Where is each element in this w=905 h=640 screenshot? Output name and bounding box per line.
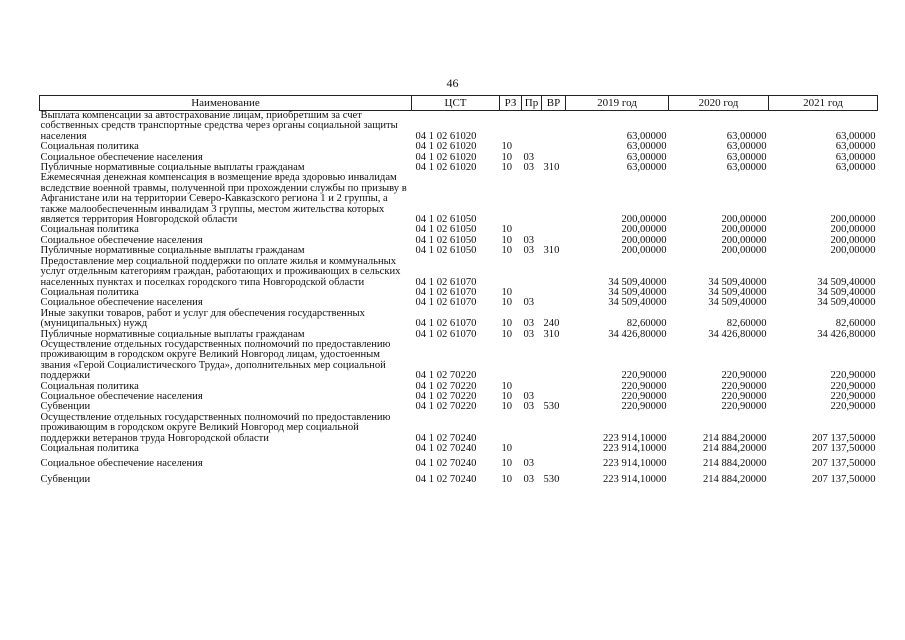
header-2019: 2019 год	[566, 96, 669, 111]
row-rz: 10	[501, 443, 513, 454]
row-rz: 10	[501, 245, 513, 257]
row-name: Выплата компенсации за автострахование лицам, приобретшим за счет собственных средств транспортные средства через органы социальной защиты населения	[40, 110, 398, 142]
row-value-2020: 34 509,40000	[708, 276, 767, 288]
row-value-2020: 220,90000	[721, 401, 767, 413]
row-rz: 10	[501, 401, 513, 413]
row-name: Социальное обеспечение населения	[40, 390, 203, 402]
row-cst: 04 1 02 70220	[415, 401, 477, 413]
row-pr	[522, 340, 542, 382]
row-rz: 10	[501, 380, 513, 392]
row-rz: 10	[501, 328, 513, 340]
row-rz: 10	[501, 151, 513, 163]
row-rz: 10	[501, 224, 513, 236]
row-value-2021: 220,90000	[830, 380, 876, 392]
row-value-2019: 200,00000	[621, 234, 667, 246]
row-cst: 04 1 02 61070	[415, 328, 477, 340]
header-pr: Пр	[522, 96, 542, 111]
table-row	[40, 309, 878, 330]
row-vr: 530	[543, 473, 560, 485]
table-row	[40, 470, 878, 485]
row-value-2019: 200,00000	[621, 245, 667, 257]
row-cst: 04 1 02 61070	[415, 318, 477, 330]
row-vr	[542, 173, 566, 225]
row-vr	[542, 454, 566, 469]
table-row	[40, 111, 878, 143]
row-cst: 04 1 02 61050	[415, 214, 477, 226]
row-name: Осуществление отдельных государственных полномочий по предоставлению проживающим в городском округе Великий Новгород лицам, удостоенным звания «Герой Социалистического Труда», дополнительных мер социальной поддержки	[40, 338, 391, 382]
row-cst: 04 1 02 70220	[415, 380, 477, 392]
row-value-2019: 34 426,80000	[608, 328, 667, 340]
row-vr	[542, 413, 566, 444]
row-value-2021: 63,00000	[835, 151, 876, 163]
row-value-2021: 200,00000	[830, 234, 876, 246]
row-vr	[542, 298, 566, 308]
row-rz	[500, 413, 522, 444]
row-pr: 03	[523, 318, 535, 330]
row-cst: 04 1 02 70240	[415, 432, 477, 444]
row-rz: 10	[501, 318, 513, 330]
row-value-2021: 82,60000	[835, 318, 876, 330]
row-value-2021: 207 137,50000	[811, 443, 876, 454]
row-cst: 04 1 02 61050	[415, 224, 477, 236]
row-value-2021: 200,00000	[830, 214, 876, 226]
row-vr: 310	[543, 162, 560, 174]
row-value-2020: 82,60000	[726, 318, 767, 330]
page-number: 46	[446, 76, 459, 90]
table-header	[40, 96, 878, 111]
table-row	[40, 454, 878, 469]
table-row	[40, 444, 878, 454]
row-value-2020: 200,00000	[721, 214, 767, 226]
row-pr: 03	[523, 245, 535, 257]
row-cst: 04 1 02 61050	[415, 234, 477, 246]
row-value-2019: 200,00000	[621, 214, 667, 226]
row-vr	[542, 288, 566, 298]
row-rz: 10	[501, 458, 513, 470]
row-value-2021: 63,00000	[835, 141, 876, 153]
row-name: Публичные нормативные социальные выплаты гражданам	[40, 162, 305, 174]
row-value-2020: 34 509,40000	[708, 297, 767, 309]
row-cst: 04 1 02 61020	[415, 162, 477, 174]
row-vr	[542, 142, 566, 152]
row-vr	[542, 225, 566, 235]
row-value-2020: 200,00000	[721, 224, 767, 236]
table-row	[40, 257, 878, 288]
row-name: Публичные нормативные социальные выплаты гражданам	[40, 328, 305, 340]
row-cst: 04 1 02 70240	[415, 458, 477, 470]
row-name: Социальная политика	[40, 141, 139, 153]
row-pr: 03	[523, 390, 535, 402]
header-vr: ВР	[542, 96, 566, 111]
row-value-2020: 63,00000	[726, 130, 767, 142]
row-value-2021: 207 137,50000	[811, 432, 876, 444]
row-name: Ежемесячная денежная компенсация в возмещение вреда здоровью инвалидам вследствие военной травмы, полученной при прохождении службы по призыву в Афганистане или на территории Северо-Кавказского региона 1 и 2 группы, а также малообеспеченным инвалидам 3 группы, местом жительства которых является территория Новгородской области	[40, 172, 407, 226]
row-cst: 04 1 02 61020	[415, 151, 477, 163]
row-pr: 03	[523, 458, 535, 470]
row-value-2021: 207 137,50000	[811, 458, 876, 470]
row-value-2021: 34 509,40000	[817, 286, 876, 298]
row-cst: 04 1 02 61050	[415, 245, 477, 257]
row-rz	[500, 340, 522, 382]
row-value-2019: 34 509,40000	[608, 276, 667, 288]
header-2020: 2020 год	[669, 96, 769, 111]
row-value-2020: 34 509,40000	[708, 286, 767, 298]
header-cst: ЦСТ	[412, 96, 500, 111]
row-value-2019: 223 914,10000	[602, 458, 667, 470]
row-value-2021: 63,00000	[835, 162, 876, 174]
row-rz	[500, 173, 522, 225]
row-vr: 310	[543, 245, 560, 257]
row-value-2020: 214 884,20000	[702, 432, 767, 444]
row-cst: 04 1 02 70240	[415, 443, 477, 454]
row-vr: 530	[543, 401, 560, 413]
row-vr: 240	[543, 318, 560, 330]
row-vr: 310	[543, 328, 560, 340]
row-value-2019: 63,00000	[626, 151, 667, 163]
table-body	[40, 111, 878, 486]
row-value-2019: 220,90000	[621, 401, 667, 413]
row-cst: 04 1 02 70240	[415, 473, 477, 485]
row-value-2020: 220,90000	[721, 390, 767, 402]
row-value-2019: 63,00000	[626, 141, 667, 153]
row-name: Социальное обеспечение населения	[40, 297, 203, 309]
row-vr	[542, 382, 566, 392]
row-name: Социальное обеспечение населения	[40, 151, 203, 163]
row-cst: 04 1 02 61020	[415, 130, 477, 142]
row-rz	[500, 257, 522, 288]
row-value-2019: 223 914,10000	[602, 443, 667, 454]
row-pr: 03	[523, 401, 535, 413]
row-value-2020: 214 884,20000	[702, 458, 767, 470]
budget-table	[39, 95, 878, 485]
row-name: Предоставление мер социальной поддержки по оплате жилья и коммунальных услуг отдельным категориям граждан, работающих и проживающих в сельских населенных пунктах и поселках городского типа Новгородской области	[40, 255, 401, 288]
row-rz: 10	[501, 297, 513, 309]
row-pr	[522, 111, 542, 143]
row-value-2020: 200,00000	[721, 234, 767, 246]
row-rz: 10	[501, 162, 513, 174]
row-name: Осуществление отдельных государственных полномочий по предоставлению проживающим в городском округе Великий Новгород мер социальной поддержки ветеранов труда Новгородской области	[40, 411, 391, 444]
row-cst: 04 1 02 70220	[415, 370, 477, 382]
row-rz: 10	[501, 141, 513, 153]
row-cst: 04 1 02 61070	[415, 297, 477, 309]
row-name: Социальная политика	[40, 224, 139, 236]
row-value-2020: 63,00000	[726, 141, 767, 153]
row-name: Субвенции	[40, 473, 91, 485]
row-value-2021: 220,90000	[830, 401, 876, 413]
row-pr	[522, 413, 542, 444]
table-row	[40, 340, 878, 382]
row-pr: 03	[523, 328, 535, 340]
row-value-2019: 34 509,40000	[608, 286, 667, 298]
row-name: Социальная политика	[40, 443, 139, 454]
row-cst: 04 1 02 61070	[415, 286, 477, 298]
row-value-2021: 34 426,80000	[817, 328, 876, 340]
row-value-2020: 214 884,20000	[702, 473, 767, 485]
row-value-2019: 223 914,10000	[602, 473, 667, 485]
row-value-2019: 34 509,40000	[608, 297, 667, 309]
row-pr	[522, 444, 542, 454]
row-vr	[542, 257, 566, 288]
row-name: Субвенции	[40, 401, 91, 413]
row-value-2019: 220,90000	[621, 390, 667, 402]
row-pr: 03	[523, 473, 535, 485]
row-name: Социальное обеспечение населения	[40, 458, 203, 470]
row-cst: 04 1 02 61070	[415, 276, 477, 288]
row-name: Социальное обеспечение населения	[40, 234, 203, 246]
row-name: Социальная политика	[40, 380, 139, 392]
row-cst: 04 1 02 70220	[415, 390, 477, 402]
row-value-2021: 63,00000	[835, 130, 876, 142]
row-rz: 10	[501, 286, 513, 298]
row-pr	[522, 173, 542, 225]
header-2021: 2021 год	[769, 96, 878, 111]
row-value-2019: 200,00000	[621, 224, 667, 236]
row-vr	[542, 444, 566, 454]
row-value-2019: 220,90000	[621, 370, 667, 382]
row-value-2020: 220,90000	[721, 380, 767, 392]
row-value-2021: 200,00000	[830, 245, 876, 257]
row-value-2020: 200,00000	[721, 245, 767, 257]
row-value-2021: 220,90000	[830, 370, 876, 382]
row-value-2020: 34 426,80000	[708, 328, 767, 340]
row-value-2019: 220,90000	[621, 380, 667, 392]
row-value-2020: 220,90000	[721, 370, 767, 382]
row-value-2020: 63,00000	[726, 151, 767, 163]
row-value-2020: 214 884,20000	[702, 443, 767, 454]
table-row	[40, 413, 878, 444]
row-vr	[542, 111, 566, 143]
header-rz: РЗ	[500, 96, 522, 111]
row-value-2021: 34 509,40000	[817, 276, 876, 288]
row-value-2021: 200,00000	[830, 224, 876, 236]
row-rz: 10	[501, 234, 513, 246]
row-pr: 03	[523, 297, 535, 309]
row-pr: 03	[523, 162, 535, 174]
row-name: Иные закупки товаров, работ и услуг для обеспечения государственных (муниципальных) нужд	[40, 307, 365, 330]
row-name: Социальная политика	[40, 286, 139, 298]
row-value-2019: 223 914,10000	[602, 432, 667, 444]
row-value-2021: 207 137,50000	[811, 473, 876, 485]
row-name: Публичные нормативные социальные выплаты гражданам	[40, 245, 305, 257]
header-name: Наименование	[40, 96, 412, 111]
row-value-2019: 63,00000	[626, 162, 667, 174]
row-vr	[542, 340, 566, 382]
row-rz	[500, 111, 522, 143]
row-pr: 03	[523, 151, 535, 163]
table-row	[40, 173, 878, 225]
row-pr: 03	[523, 234, 535, 246]
row-pr	[522, 257, 542, 288]
row-value-2019: 82,60000	[626, 318, 667, 330]
row-value-2019: 63,00000	[626, 130, 667, 142]
row-rz: 10	[501, 473, 513, 485]
row-value-2020: 63,00000	[726, 162, 767, 174]
row-value-2021: 34 509,40000	[817, 297, 876, 309]
row-cst: 04 1 02 61020	[415, 141, 477, 153]
row-rz: 10	[501, 390, 513, 402]
row-value-2021: 220,90000	[830, 390, 876, 402]
